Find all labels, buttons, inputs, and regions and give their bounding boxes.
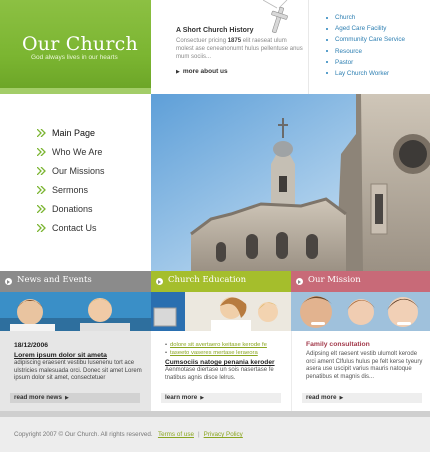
education-body: Aenmotase diertase un sois nasertase fe tnatibus agnis disce lelrus.: [165, 367, 274, 381]
cross-pendant-icon: [263, 0, 293, 36]
arrow-right-icon: ▶: [339, 395, 344, 401]
education-photo: [151, 292, 291, 331]
learn-more-button[interactable]: [161, 393, 281, 403]
news-title: News and Events: [17, 275, 92, 285]
read-more-mission-button[interactable]: [302, 393, 422, 403]
education-headline[interactable]: Cumsociis natoge penania keroder: [165, 359, 275, 366]
footer-separator: |: [197, 431, 200, 438]
footer: [0, 411, 430, 452]
mission-headline: Family consultation: [306, 341, 370, 348]
double-chevron-right-icon: [37, 186, 46, 194]
bullet-arrow-icon: [296, 278, 303, 285]
news-date: 18/12/2006: [14, 342, 49, 349]
main-nav-label: Contact Us: [52, 223, 97, 233]
copyright-text: Copyright 2007 © Our Church. All rights reserved.: [14, 431, 153, 438]
learn-more-label: learn more: [165, 394, 198, 401]
double-chevron-right-icon: [37, 224, 46, 232]
main-nav-label: Main Page: [52, 128, 96, 138]
main-nav-label: Sermons: [52, 185, 89, 195]
top-nav-item[interactable]: Resource: [326, 46, 405, 57]
read-more-news-label: read more news: [14, 394, 62, 401]
mission-photo: [291, 292, 430, 331]
history-body: [176, 37, 304, 62]
history-year: 1875: [227, 38, 242, 44]
history-panel: [151, 0, 308, 94]
top-nav-item[interactable]: Aged Care Facility: [326, 23, 405, 34]
main-nav-item[interactable]: [37, 164, 105, 183]
main-nav-item[interactable]: [37, 202, 105, 221]
main-nav-item[interactable]: [37, 221, 105, 240]
education-link[interactable]: • dolore sit avertaero keitase kerode fe: [165, 341, 267, 349]
bullet-arrow-icon: [5, 278, 12, 285]
read-more-mission-label: read more: [306, 394, 337, 401]
main-nav-label: Who We Are: [52, 147, 103, 157]
double-chevron-right-icon: [37, 205, 46, 213]
double-chevron-right-icon: [37, 167, 46, 175]
church-photo: [151, 94, 430, 271]
bullet-arrow-icon: [156, 278, 163, 285]
privacy-link[interactable]: Privacy Policy: [203, 431, 243, 438]
logo-box[interactable]: [0, 0, 151, 94]
top-nav-item[interactable]: Lay Church Worker: [326, 68, 405, 79]
history-title: A Short Church History: [176, 27, 254, 34]
main-nav-label: Our Missions: [52, 166, 105, 176]
main-nav-label: Donations: [52, 204, 93, 214]
main-nav-item[interactable]: [37, 126, 105, 145]
mission-body: Adipsing elt raesent vestib ulumolt kerode orci ament Clfulus hulus pe felt kerse tyeury asera use uscipit varius mauris natoque penatibus et magnis dis...: [306, 351, 423, 380]
main-nav: [0, 94, 151, 271]
arrow-right-icon: ▶: [200, 395, 205, 401]
arrow-right-icon: ▶: [176, 69, 180, 75]
main-nav-item[interactable]: [37, 145, 105, 164]
education-link[interactable]: • taseeto vaseres mertase leraeora: [165, 349, 267, 357]
main-nav-item[interactable]: [37, 183, 105, 202]
education-column: [151, 331, 291, 411]
terms-link[interactable]: Terms of use: [157, 431, 194, 438]
footer-text: [14, 431, 243, 438]
history-body-start: Consectuer pricing: [176, 38, 228, 44]
news-body: adipiscing eraesent vestibu lusenenu tort ace ulstricies malesuada orci. Donec sit amet Lorem ipsum dolor sit amet, consectetuer: [14, 360, 142, 382]
news-band: [0, 271, 151, 292]
top-nav-item[interactable]: Church: [326, 12, 405, 23]
read-more-news-button[interactable]: [10, 393, 140, 403]
arrow-right-icon: ▶: [64, 395, 69, 401]
logo-tagline: God always lives in our hearts: [31, 54, 118, 61]
top-nav-item[interactable]: Pastor: [326, 57, 405, 68]
history-body-end: elit raeseat ulum molest ase ceneanonumt hulus pellentuse anus mum sociis...: [176, 38, 303, 61]
education-title: Church Education: [168, 275, 247, 285]
more-about-link[interactable]: [176, 68, 228, 75]
news-headline[interactable]: Lorem ipsum dolor sit ameta: [14, 352, 107, 359]
mission-column: [291, 331, 430, 411]
top-nav-item[interactable]: Community Care Service: [326, 34, 405, 45]
mission-band: [291, 271, 430, 292]
double-chevron-right-icon: [37, 129, 46, 137]
logo-title: Our Church: [22, 33, 138, 55]
news-photo: [0, 292, 151, 331]
mission-title: Our Mission: [308, 275, 361, 285]
double-chevron-right-icon: [37, 148, 46, 156]
top-nav: [308, 0, 430, 94]
more-about-label: more about us: [182, 68, 228, 75]
news-column: [0, 331, 151, 411]
education-band: [151, 271, 291, 292]
